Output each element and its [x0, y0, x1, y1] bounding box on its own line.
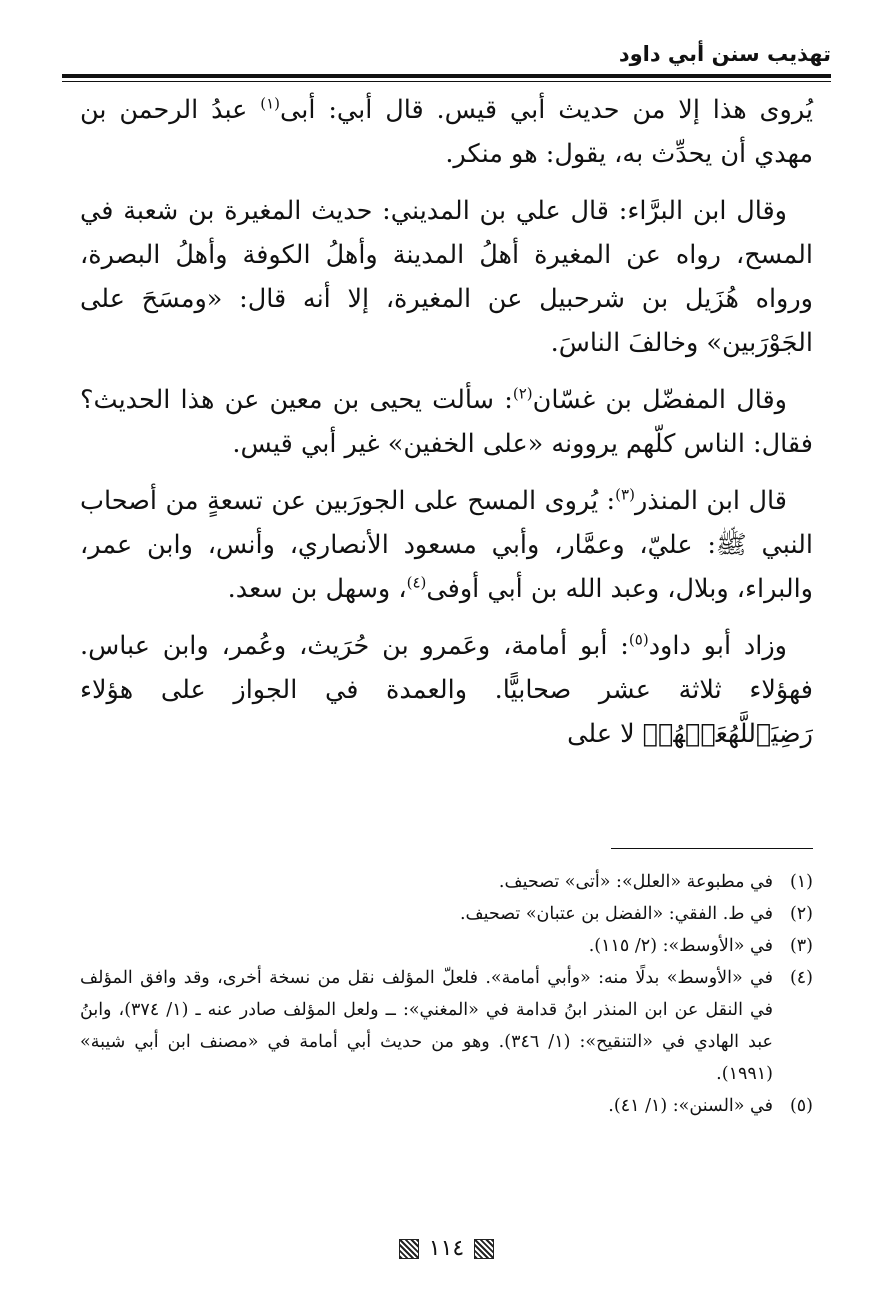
text-run: : يُروى المسح على الجورَبين عن تسعةٍ من أصحاب النبي ﷺ: عليّ، وعمَّار، وأبي مسعود الأنصاري، وأنس، وابن عمر، والبراء، وبلال، وعبد الله بن أبي أوفى	[80, 486, 813, 604]
footnote-text: في «الأوسط»: (٢/ ١١٥).	[588, 936, 773, 956]
page-number: ١١٤	[428, 1236, 465, 1261]
paragraph	[80, 88, 813, 176]
footnotes	[80, 866, 813, 1122]
text-run: يُروى هذا إلا من حديث أبي قيس. قال أبي: أبى	[280, 95, 813, 125]
footnote-item	[80, 898, 813, 930]
footnote-item	[80, 866, 813, 898]
text-run: قال ابن المنذر	[634, 486, 787, 516]
footnote-number: (٣)	[789, 936, 813, 956]
footnote-text: في «الأوسط» بدلًا منه: «وأبي أمامة». فلعلّ المؤلف نقل من نسخة أخرى، وقد وافق المؤلف في النقل عن ابن المنذر ابنُ قدامة في «المغني»: ــ ولعل المؤلف صادر عنه ـ (١/ ٣٧٤)، وابنُ عبد الهادي في «التنقيح»: (١/ ٣٤٦). وهو من حديث أبي أمامة في «مصنف ابن أبي شيبة» (١٩٩١).	[80, 968, 773, 1084]
text-run: عبدُ الرحمن بن مهدي أن يحدِّث به، يقول: هو منكر.	[80, 95, 813, 169]
header-rule-thin	[62, 81, 831, 82]
ornament-icon	[474, 1239, 494, 1259]
footnote-number: (٥)	[789, 1096, 813, 1116]
footnote-item	[80, 930, 813, 962]
footnote-number: (٤)	[789, 968, 813, 988]
text-run: : أبو أمامة، وعَمرو بن حُرَيث، وعُمر، وابن عباس. فهؤلاء ثلاثة عشر صحابيًّا. والعمدة في الجواز على هؤلاء رَضِيَٱللَّهُعَنۡهُمۡ لا على	[80, 631, 813, 749]
footnote-number: (٢)	[789, 904, 813, 924]
paragraph	[80, 479, 813, 611]
page-footer	[0, 1236, 893, 1261]
main-text	[80, 88, 813, 769]
ornament-icon	[399, 1239, 419, 1259]
paragraph	[80, 189, 813, 365]
header-rule	[62, 74, 831, 78]
footnote-text: في مطبوعة «العلل»: «أتى» تصحيف.	[498, 872, 773, 892]
paragraph	[80, 378, 813, 466]
text-run: وقال المفضّل بن غسّان	[532, 385, 787, 415]
footnote-marker[interactable]: (٤)	[406, 573, 427, 592]
footnote-marker[interactable]: (١)	[260, 94, 281, 113]
footnote-text: في «السنن»: (١/ ٤١).	[608, 1096, 773, 1116]
footnote-text: في ط. الفقي: «الفضل بن عتبان» تصحيف.	[459, 904, 773, 924]
footnote-separator	[611, 848, 813, 849]
footnote-number: (١)	[789, 872, 813, 892]
footnote-item	[80, 1090, 813, 1122]
footnote-marker[interactable]: (٢)	[512, 384, 533, 403]
text-run: وقال ابن البرَّاء: قال علي بن المديني: حديث المغيرة بن شعبة في المسح، رواه عن المغيرة أهلُ المدينة وأهلُ الكوفة وأهلُ البصرة، ورواه هُزَيل بن شرحبيل عن المغيرة، إلا أنه قال: «ومسَحَ على الجَوْرَبين» وخالفَ الناسَ.	[80, 196, 813, 358]
text-run: ، وسهل بن سعد.	[227, 574, 407, 604]
text-run: وزاد أبو داود	[648, 631, 788, 661]
paragraph	[80, 624, 813, 756]
text-run: : سألت يحيى بن معين عن هذا الحديث؟ فقال: الناس كلّهم يروونه «على الخفين» غير أبي قيس.	[80, 385, 813, 459]
running-header: تهذيب سنن أبي داود	[618, 42, 831, 66]
footnote-item	[80, 962, 813, 1090]
footnote-marker[interactable]: (٥)	[628, 630, 649, 649]
footnote-marker[interactable]: (٣)	[615, 485, 635, 504]
